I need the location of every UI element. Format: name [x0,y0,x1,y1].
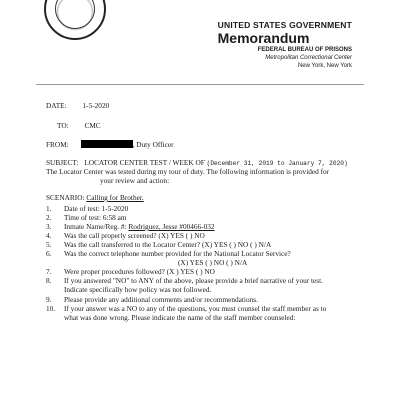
item-3: 3. Inmate Name/Reg. #: Rodriguez, Jesse #00466-032 [46,222,215,231]
subject-text: LOCATOR CENTER TEST / WEEK OF [84,158,205,167]
header-gov: UNITED STATES GOVERNMENT [217,20,352,30]
redacted-name [81,140,133,148]
seal-inner-ring [55,0,95,29]
header-agency: FEDERAL BUREAU OF PRISONS [257,47,352,53]
item-8-cont: Indicate specifically how policy was not followed. [64,285,212,294]
date-label: DATE: [46,101,67,110]
subject-label: SUBJECT: [46,158,79,167]
item-1: 1. Date of test: 1-5-2020 [46,204,129,213]
intro-line-2: your review and action: [100,176,170,185]
header-city: New York, New York [297,63,352,69]
scenario-label: SCENARIO: [46,193,85,202]
scenario-value: Calling for Brother. [86,193,144,202]
scenario-row [46,193,144,202]
date-value: 1-5-2020 [82,101,110,110]
bop-seal-logo [44,0,106,40]
item-8: 8. If you answered "NO" to ANY of the above, please provide a brief narrative of your test. [46,276,323,285]
item-6-answers: (X) YES ( ) NO ( ) N/A [178,258,248,267]
item-10: 10. If your answer was a NO to any of the questions, you must counsel the staff member as to [46,304,327,313]
item-2: 2. Time of test: 6:58 am [46,213,127,222]
subject-dates: (December 31, 2019 to January 7, 2020) [206,160,348,167]
item-10-cont: what was done wrong. Please indicate the name of the staff member counseled: [64,313,296,322]
item-6: 6. Was the correct telephone number provided for the National Locator Service? [46,249,291,258]
header-title: Memorandum [217,30,310,46]
item-7: 7. Were proper procedures followed? (X ) YES ( ) NO [46,267,215,276]
item-4: 4. Was the call properly screened? (X) YES ( ) NO [46,231,205,240]
item-5: 5. Was the call transferred to the Locator Center? (X) YES ( ) NO ( ) N/A [46,240,272,249]
to-row [57,121,101,130]
intro-line-1: The Locator Center was tested during my tour of duty. The following information is provided for [46,167,330,176]
date-row [46,101,109,110]
header-divider [36,84,364,85]
header-facility: Metropolitan Correctional Center [265,55,352,61]
to-value: CMC [84,121,101,130]
from-suffix: , Duty Officer [132,140,174,149]
item-9: 9. Please provide any additional comments and/or recommendations. [46,295,258,304]
memo-header [218,20,352,70]
to-label: TO: [57,121,69,130]
from-row [46,140,174,149]
from-label: FROM: [46,140,69,149]
